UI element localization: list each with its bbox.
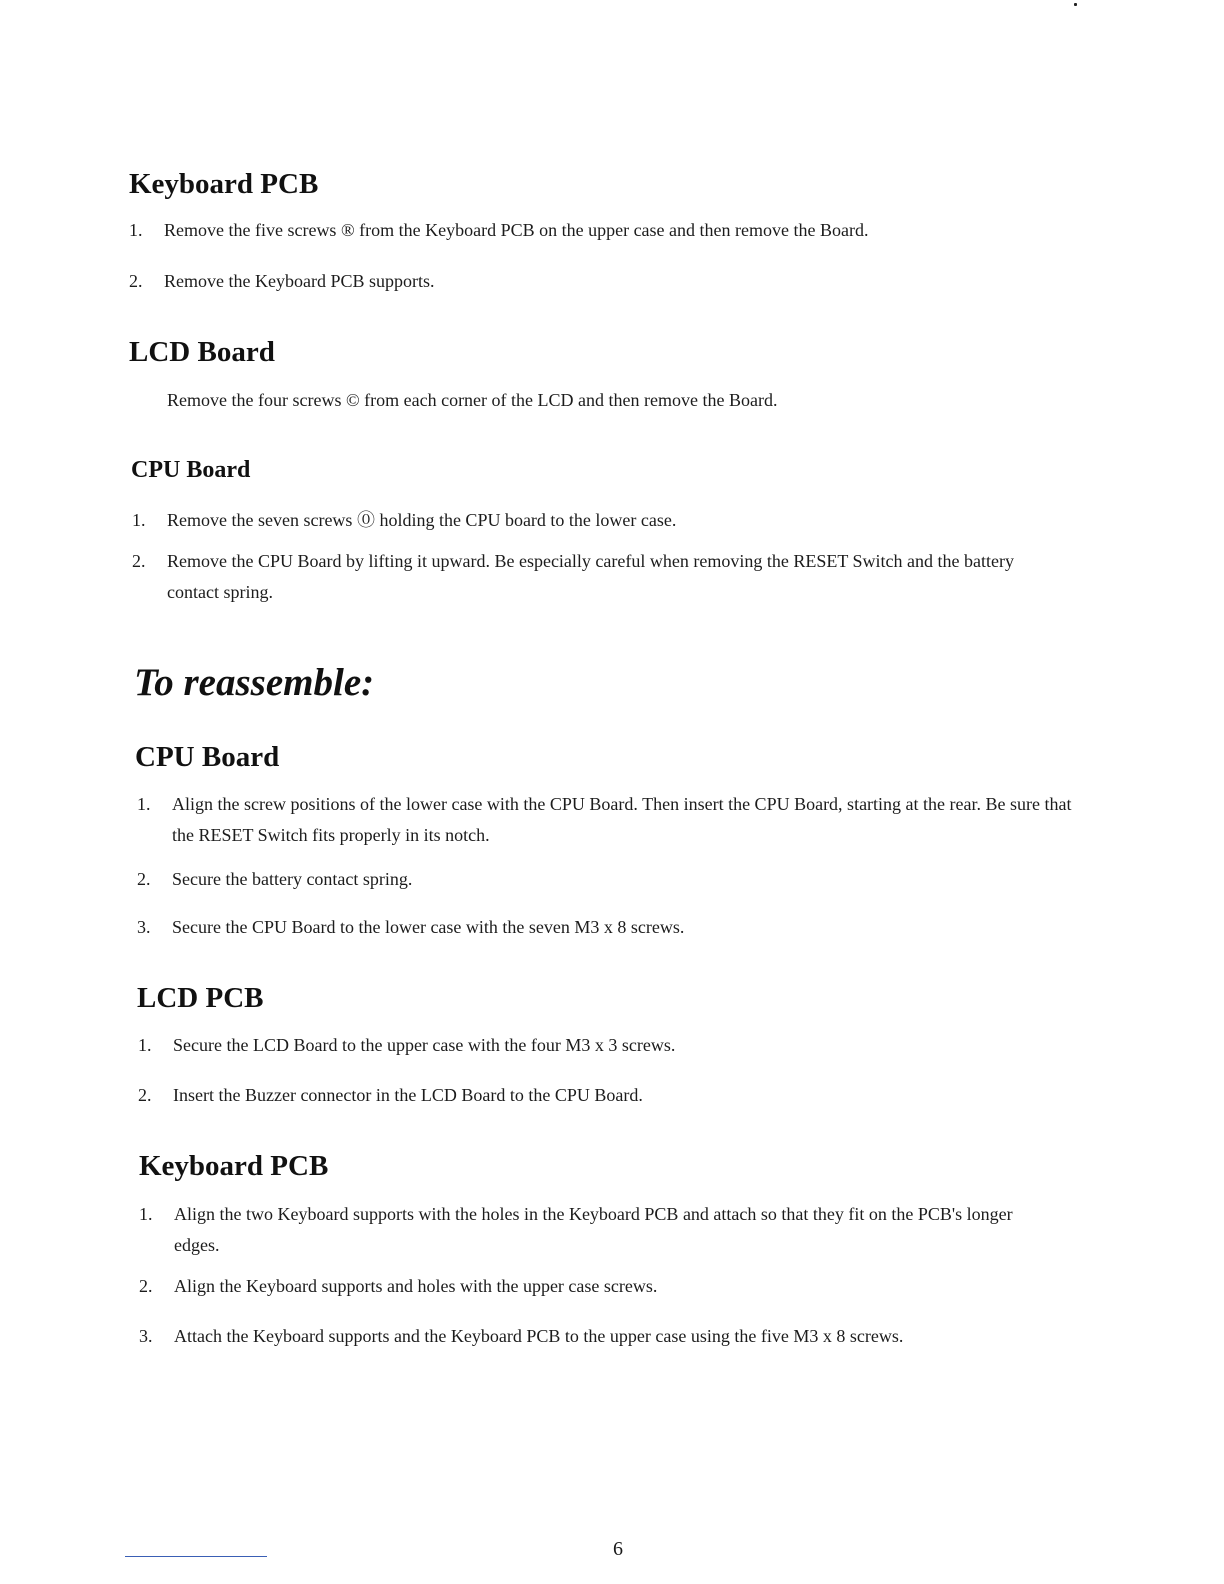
page-number: 6 <box>613 1538 623 1560</box>
reassemble-title-block <box>134 660 374 706</box>
list-item <box>129 215 1129 246</box>
section-heading: Keyboard PCB <box>139 1150 329 1182</box>
list-text: Attach the Keyboard supports and the Keyboard PCB to the upper case using the five M3 x 8 screws. <box>174 1326 904 1346</box>
list-text: Secure the CPU Board to the lower case with the seven M3 x 8 screws. <box>172 917 685 937</box>
section-keyboard-pcb-reassembly <box>139 1149 328 1183</box>
section-heading: CPU Board <box>135 741 280 773</box>
section-keyboard-pcb-removal <box>129 167 318 201</box>
section-cpu-board-reassembly <box>135 740 279 774</box>
scan-speck <box>1074 3 1077 6</box>
list-text: Remove the seven screws ⓪ holding the CPU board to the lower case. <box>167 510 677 530</box>
list-text: Align the Keyboard supports and holes with the upper case screws. <box>174 1276 658 1296</box>
list-item <box>139 1271 1139 1302</box>
list-number: 1. <box>138 1035 152 1055</box>
list-number: 1. <box>129 220 143 240</box>
list-number: 3. <box>137 917 151 937</box>
list-text: Align the screw positions of the lower case with the CPU Board. Then insert the CPU Board, starting at the rear. Be sure that the RESET Switch fits properly in its notch. <box>172 794 1072 845</box>
footer-rule <box>125 1556 267 1557</box>
list-item <box>137 864 1137 895</box>
list-number: 2. <box>132 551 146 571</box>
list-text: Remove the five screws ® from the Keyboard PCB on the upper case and then remove the Board. <box>164 220 869 240</box>
list-text: Insert the Buzzer connector in the LCD Board to the CPU Board. <box>173 1085 643 1105</box>
section-heading: CPU Board <box>131 457 251 483</box>
section-lcd-board-removal <box>129 335 275 369</box>
list-item <box>138 1030 1138 1061</box>
list-text: Secure the LCD Board to the upper case with the four M3 x 3 screws. <box>173 1035 676 1055</box>
list-number: 1. <box>132 510 146 530</box>
list-text: Secure the battery contact spring. <box>172 869 413 889</box>
list-number: 2. <box>139 1276 153 1296</box>
list-text: Remove the CPU Board by lifting it upward. Be especially careful when removing the RESET Switch and the battery contact spring. <box>167 551 1014 602</box>
list-item <box>137 789 1137 851</box>
list-item <box>138 1080 1138 1111</box>
list-number: 2. <box>138 1085 152 1105</box>
list-number: 2. <box>137 869 151 889</box>
list-number: 1. <box>137 794 151 814</box>
list-item <box>139 1199 1139 1261</box>
list-item <box>139 1321 1139 1352</box>
list-number: 2. <box>129 271 143 291</box>
list-item <box>129 266 1129 297</box>
list-item <box>132 546 1132 608</box>
paragraph: Remove the four screws © from each corner of the LCD and then remove the Board. <box>167 390 778 410</box>
list-text: Remove the Keyboard PCB supports. <box>164 271 435 291</box>
list-number: 1. <box>139 1204 153 1224</box>
section-heading: LCD PCB <box>137 982 264 1014</box>
list-text: Align the two Keyboard supports with the holes in the Keyboard PCB and attach so that they fit on the PCB's longer edges. <box>174 1204 1013 1255</box>
section-cpu-board-removal <box>131 456 250 484</box>
page-title: To reassemble: <box>134 661 375 704</box>
list-item <box>132 505 1132 536</box>
section-heading: Keyboard PCB <box>129 168 319 200</box>
list-item <box>137 912 1137 943</box>
section-heading: LCD Board <box>129 336 275 368</box>
list-number: 3. <box>139 1326 153 1346</box>
section-lcd-pcb-reassembly <box>137 981 263 1015</box>
